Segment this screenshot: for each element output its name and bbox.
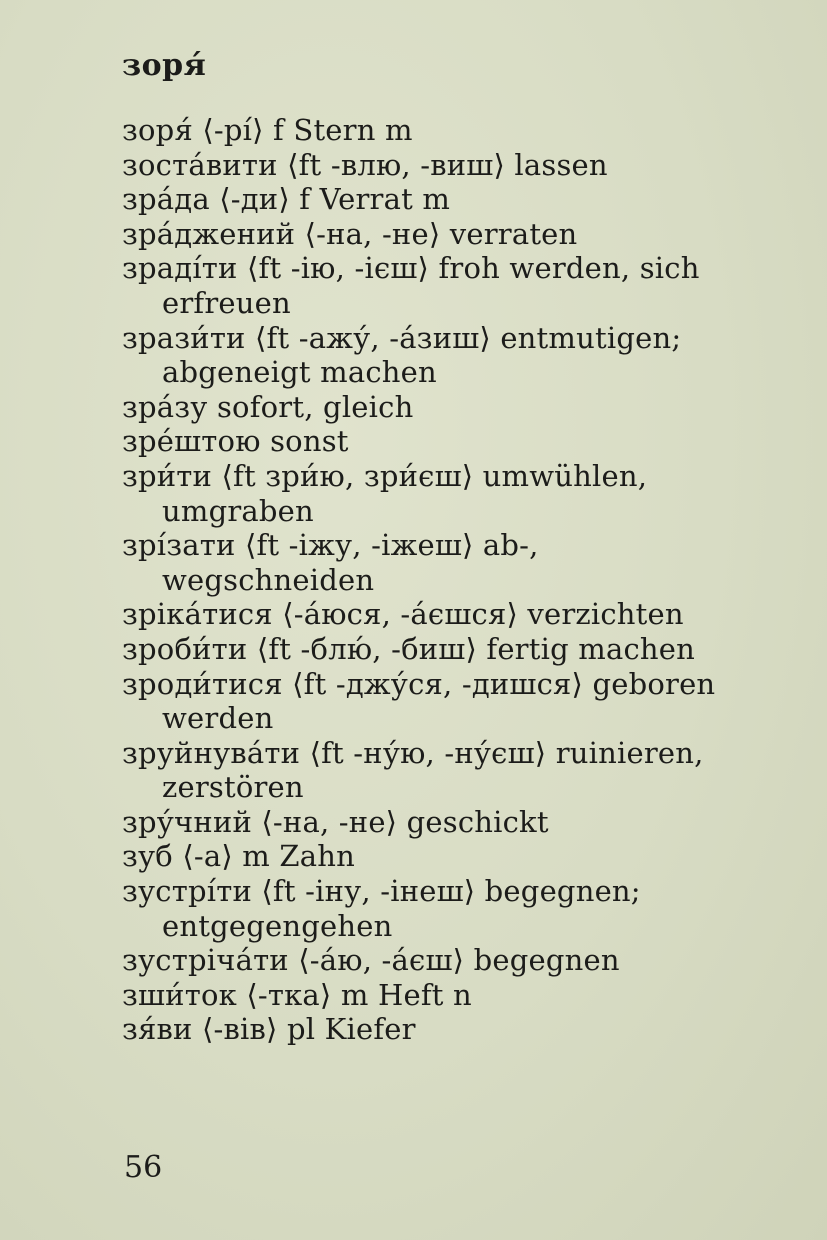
dictionary-entry: зра́джений ⟨-на, -не⟩ verraten <box>122 216 578 251</box>
dictionary-entry: зре́штою sonst <box>122 424 349 459</box>
dictionary-entry: зши́ток ⟨-тка⟩ m Heft n <box>122 977 472 1012</box>
dictionary-entry: зустрі́ти ⟨ft -іну, -інеш⟩ begegnen; entgegengehen <box>122 874 641 943</box>
dictionary-entry: зустріча́ти ⟨-а́ю, -а́єш⟩ begegnen <box>122 943 620 978</box>
dictionary-entry: зруйнува́ти ⟨ft -ну́ю, -ну́єш⟩ ruinieren, zerstören <box>122 735 704 805</box>
dictionary-entry: зоря́ ⟨-рі́⟩ f Stern m <box>122 113 413 147</box>
dictionary-entry: зроби́ти ⟨ft -блю́, -биш⟩ fertig machen <box>122 631 695 666</box>
dictionary-entry: зоста́вити ⟨ft -влю, -виш⟩ lassen <box>122 147 608 182</box>
running-head: зоря́ <box>122 48 207 83</box>
dictionary-entry: зріка́тися ⟨-а́юся, -а́єшся⟩ verzichten <box>122 597 684 632</box>
dictionary-entry: зрази́ти ⟨ft -ажу́, -а́зиш⟩ entmutigen; abgeneigt machen <box>122 320 682 390</box>
dictionary-entry: зру́чний ⟨-на, -не⟩ geschickt <box>122 804 549 839</box>
dictionary-entry: зри́ти ⟨ft зри́ю, зри́єш⟩ umwühlen, umgraben <box>122 458 648 528</box>
page-number: 56 <box>124 1150 163 1185</box>
dictionary-entry: зя́ви ⟨-вів⟩ pl Kiefer <box>122 1012 416 1047</box>
dictionary-entry: зра́да ⟨-ди⟩ f Verrat m <box>122 182 451 217</box>
entry-list <box>122 113 722 1047</box>
dictionary-entry: зра́зу sofort, gleich <box>122 389 414 424</box>
dictionary-entry: зуб ⟨-а⟩ m Zahn <box>122 839 356 874</box>
dictionary-entry: зрі́зати ⟨ft -іжу, -іжеш⟩ ab-, wegschneiden <box>122 528 539 597</box>
dictionary-entry: зроди́тися ⟨ft -джу́ся, -дишся⟩ geboren werden <box>122 666 716 736</box>
dictionary-entry: зраді́ти ⟨ft -ію, -ієш⟩ froh werden, sich erfreuen <box>122 251 700 320</box>
